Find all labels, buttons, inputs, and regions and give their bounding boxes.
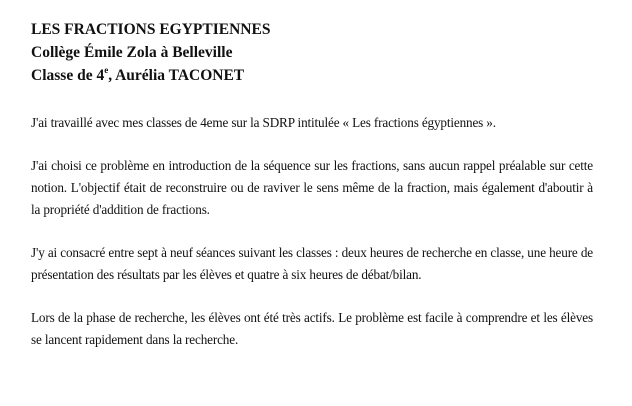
- paragraph-intro: J'ai travaillé avec mes classes de 4eme sur la SDRP intitulée « Les fractions égyptiennes ».: [31, 115, 496, 130]
- document-page: [31, 18, 593, 351]
- class-prefix: Classe de 4: [31, 67, 105, 84]
- paragraph-research: Lors de la phase de recherche, les élèves ont été très actifs. Le problème est facile à comprendre et les élèves se lancent rapidement dans la recherche.: [31, 310, 593, 347]
- class-author-line: [31, 64, 593, 87]
- document-title: LES FRACTIONS EGYPTIENNES: [31, 21, 271, 38]
- paragraph-choice: J'ai choisi ce problème en introduction de la séquence sur les fractions, sans aucun rappel préalable sur cette notion. L'objectif était de reconstruire ou de raviver le sens même de la fraction, mais également d'aboutir à la propriété d'addition de fractions.: [31, 158, 593, 217]
- class-superscript: e: [104, 64, 109, 75]
- school-name: Collège Émile Zola à Belleville: [31, 44, 233, 61]
- author-name: , Aurélia TACONET: [108, 67, 245, 84]
- paragraph-sessions: J'y ai consacré entre sept à neuf séances suivant les classes : deux heures de recherche en classe, une heure de présentation des résultats par les élèves et quatre à six heures de débat/bilan.: [31, 245, 593, 282]
